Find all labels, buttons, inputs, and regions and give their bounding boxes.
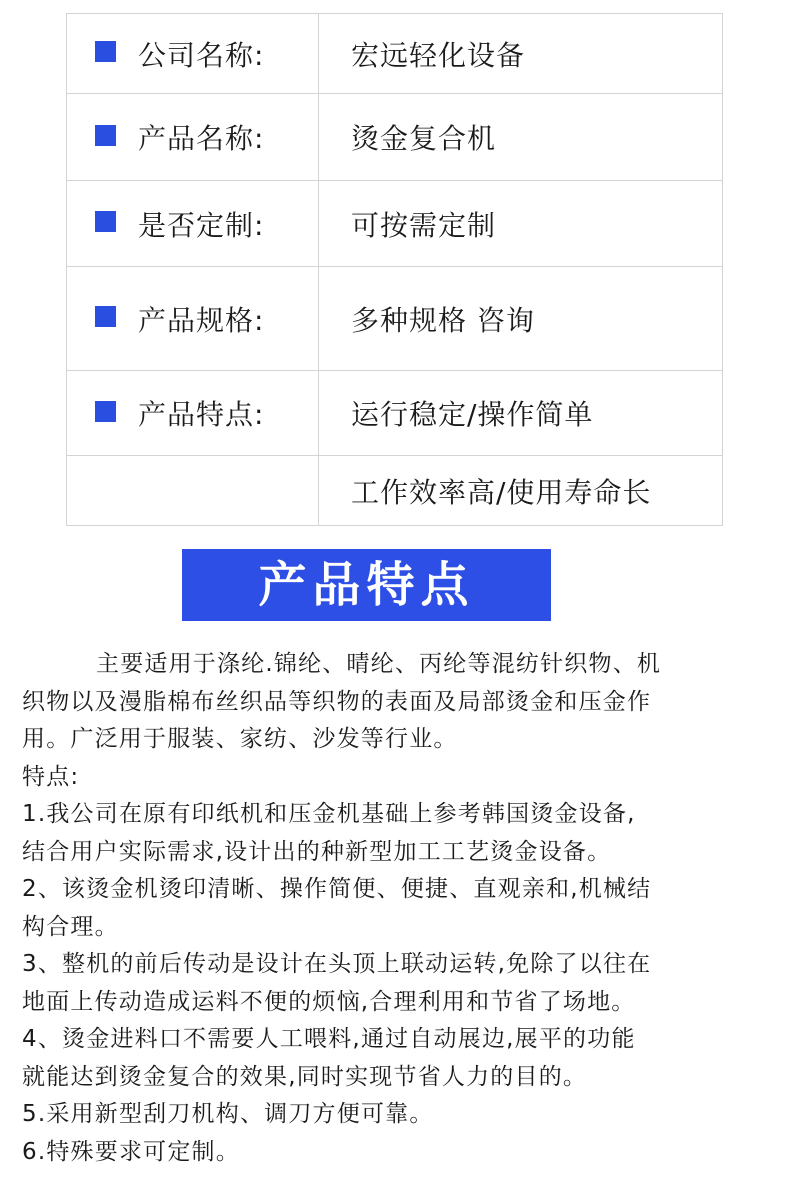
spec-label-cell <box>67 14 319 94</box>
spec-label: 是否定制: <box>138 208 265 242</box>
description-line: 主要适用于涤纶.锦纶、晴纶、丙纶等混纺针织物、机 <box>96 651 662 677</box>
spec-label-cell <box>67 181 319 267</box>
spec-label-cell <box>67 267 319 371</box>
spec-value: 多种规格 咨询 <box>351 303 535 337</box>
spec-label: 公司名称: <box>138 38 265 72</box>
spec-label-cell <box>67 94 319 181</box>
spec-row-features-continued <box>67 456 723 526</box>
spec-value-cell <box>319 456 723 526</box>
feature-item: 4、烫金进料口不需要人工喂料,通过自动展边,展平的功能 <box>22 1026 636 1052</box>
spec-row-product-name <box>67 94 723 181</box>
spec-value-cell <box>319 181 723 267</box>
features-heading: 特点: <box>22 763 80 790</box>
feature-item: 地面上传动造成运料不便的烦恼,合理利用和节省了场地。 <box>22 988 636 1015</box>
feature-item: 构合理。 <box>22 913 119 940</box>
square-bullet-icon <box>95 125 116 146</box>
product-spec-table <box>66 13 723 526</box>
spec-row-specification <box>67 267 723 371</box>
spec-value-cell <box>319 94 723 181</box>
spec-value: 可按需定制 <box>351 208 497 242</box>
feature-item: 1.我公司在原有印纸机和压金机基础上参考韩国烫金设备, <box>22 801 636 827</box>
feature-item: 2、该烫金机烫印清晰、操作简便、便捷、直观亲和,机械结 <box>22 876 652 902</box>
description-line: 用。广泛用于服装、家纺、沙发等行业。 <box>22 726 458 752</box>
square-bullet-icon <box>95 211 116 232</box>
spec-value: 工作效率高/使用寿命长 <box>351 475 652 509</box>
features-banner: 产品特点 <box>182 549 551 621</box>
spec-value: 宏远轻化设备 <box>351 38 526 72</box>
spec-label: 产品名称: <box>138 122 265 155</box>
feature-item: 6.特殊要求可定制。 <box>22 1138 240 1165</box>
spec-row-company <box>67 14 723 94</box>
feature-item: 结合用户实际需求,设计出的种新型加工工艺烫金设备。 <box>22 838 612 865</box>
spec-label-cell <box>67 371 319 456</box>
feature-item: 5.采用新型刮刀机构、调刀方便可靠。 <box>22 1101 434 1127</box>
square-bullet-icon <box>95 401 116 422</box>
feature-item: 就能达到烫金复合的效果,同时实现节省人力的目的。 <box>22 1063 588 1090</box>
spec-row-customizable <box>67 181 723 267</box>
spec-value: 烫金复合机 <box>351 122 497 155</box>
description-line: 织物以及漫脂棉布丝织品等织物的表面及局部烫金和压金作 <box>22 688 652 715</box>
square-bullet-icon <box>95 306 116 327</box>
feature-item: 3、整机的前后传动是设计在头顶上联动运转,免除了以往在 <box>22 951 652 977</box>
spec-value-cell <box>319 267 723 371</box>
spec-value-cell <box>319 14 723 94</box>
square-bullet-icon <box>95 41 116 62</box>
product-description <box>22 646 772 1171</box>
spec-value: 运行稳定/操作简单 <box>351 398 594 431</box>
spec-label: 产品特点: <box>138 398 265 431</box>
spec-label: 产品规格: <box>138 303 265 337</box>
spec-value-cell <box>319 371 723 456</box>
spec-label-cell-empty <box>67 456 319 526</box>
spec-row-features <box>67 371 723 456</box>
